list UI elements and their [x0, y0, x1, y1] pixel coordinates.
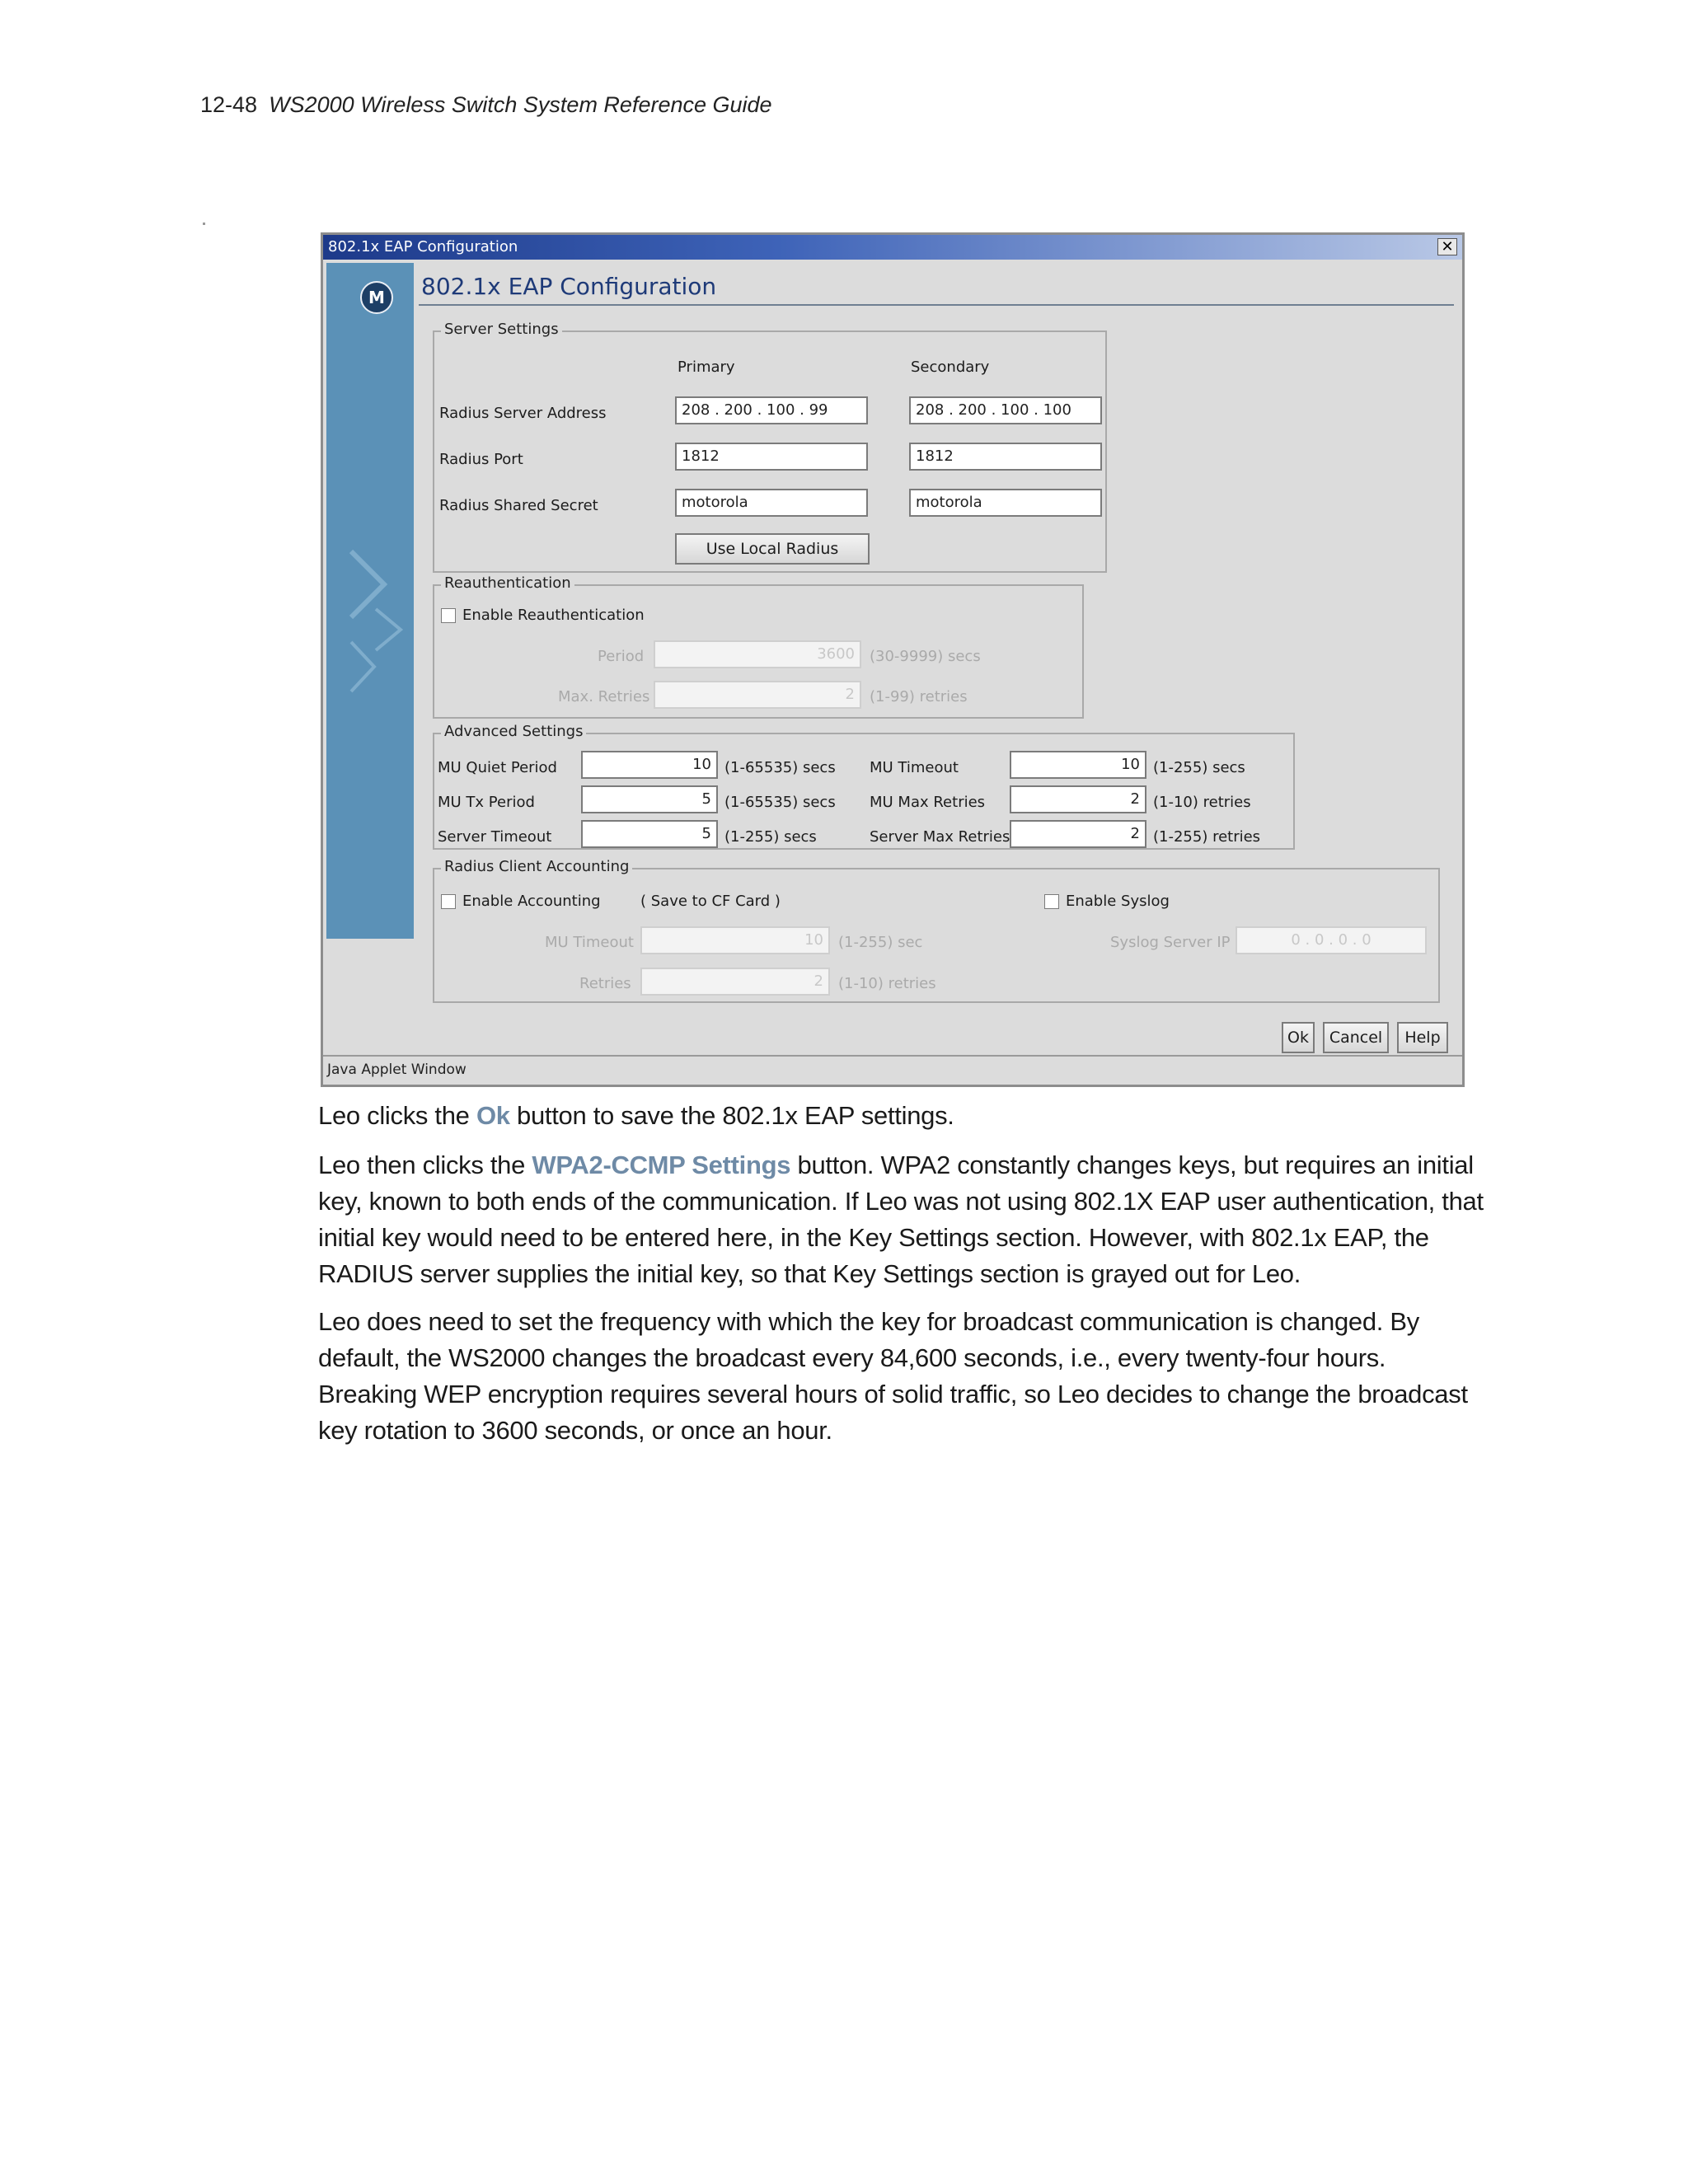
accounting-retries-range: (1-10) retries: [838, 975, 936, 992]
paragraph-1-keyword: Ok: [476, 1101, 510, 1130]
enable-reauthentication-checkbox[interactable]: [441, 608, 456, 623]
title-divider: [419, 304, 1454, 306]
paragraph-3-text: Leo does need to set the frequency with which the key for broadcast communication is changed. By default, the WS2000 changes the broadcast every 84,600 seconds, i.e., every twenty-four hours. Breaking WEP encryption requires several hours of solid traffic, so Leo decides to change the broadcast key rotation to 3600 seconds, or once an hour.: [318, 1307, 1468, 1445]
side-banner: [326, 263, 414, 939]
paragraph-1-pre: Leo clicks the: [318, 1101, 476, 1130]
close-icon[interactable]: ✕: [1437, 238, 1457, 255]
mu-timeout-label: MU Timeout: [870, 759, 959, 776]
window-titlebar: [323, 235, 1462, 260]
mu-tx-period-label: MU Tx Period: [438, 794, 535, 811]
radius-secret-label: Radius Shared Secret: [439, 497, 598, 514]
reauthentication-group: [433, 574, 1084, 719]
max-retries-field[interactable]: 2: [654, 681, 861, 709]
mu-quiet-period-label: MU Quiet Period: [438, 759, 557, 776]
syslog-server-ip-label: Syslog Server IP: [1110, 934, 1231, 951]
server-timeout-range: (1-255) secs: [724, 828, 817, 846]
mu-timeout-field[interactable]: 10: [1010, 751, 1146, 779]
server-max-retries-field[interactable]: 2: [1010, 820, 1146, 848]
mu-tx-period-field[interactable]: 5: [581, 785, 718, 813]
accounting-retries-field[interactable]: 2: [640, 968, 830, 996]
window-title: 802.1x EAP Configuration: [328, 238, 518, 255]
mu-timeout-range: (1-255) secs: [1153, 759, 1245, 776]
primary-radius-port-field[interactable]: 1812: [675, 443, 868, 471]
server-settings-label: Server Settings: [441, 321, 562, 338]
accounting-retries-label: Retries: [579, 975, 631, 992]
motorola-logo-icon: M: [360, 281, 393, 314]
server-max-retries-range: (1-255) retries: [1153, 828, 1261, 846]
primary-radius-address-field[interactable]: 208 . 200 . 100 . 99: [675, 396, 868, 424]
server-timeout-field[interactable]: 5: [581, 820, 718, 848]
paragraph-2-pre: Leo then clicks the: [318, 1151, 532, 1179]
secondary-radius-secret-field[interactable]: motorola: [909, 489, 1102, 517]
paragraph-2-keyword: WPA2-CCMP Settings: [532, 1151, 791, 1179]
eap-config-window: [321, 232, 1465, 1087]
page-number: 12-48: [200, 92, 258, 117]
enable-accounting-label: Enable Accounting: [462, 893, 601, 910]
enable-syslog-label: Enable Syslog: [1066, 893, 1170, 910]
paragraph-2: [318, 1147, 1489, 1292]
mu-quiet-period-range: (1-65535) secs: [724, 759, 836, 776]
accounting-mu-timeout-field[interactable]: 10: [640, 926, 830, 954]
radius-accounting-label: Radius Client Accounting: [441, 858, 632, 875]
syslog-server-ip-field[interactable]: 0 . 0 . 0 . 0: [1236, 926, 1427, 954]
advanced-settings-label: Advanced Settings: [441, 723, 586, 740]
mu-quiet-period-field[interactable]: 10: [581, 751, 718, 779]
period-range: (30-9999) secs: [870, 648, 981, 665]
stray-mark: [203, 223, 205, 225]
secondary-column-header: Secondary: [911, 359, 990, 376]
max-retries-range: (1-99) retries: [870, 688, 968, 705]
primary-radius-secret-field[interactable]: motorola: [675, 489, 868, 517]
max-retries-label: Max. Retries: [558, 688, 650, 705]
mu-tx-period-range: (1-65535) secs: [724, 794, 836, 811]
status-divider: [323, 1055, 1462, 1057]
mu-max-retries-field[interactable]: 2: [1010, 785, 1146, 813]
mu-max-retries-label: MU Max Retries: [870, 794, 986, 811]
cancel-button[interactable]: Cancel: [1323, 1022, 1389, 1053]
chevron-decoration-icon: [335, 535, 414, 700]
secondary-radius-address-field[interactable]: 208 . 200 . 100 . 100: [909, 396, 1102, 424]
paragraph-2-post: button. WPA2 constantly changes keys, but requires an initial key, known to both ends of the communication. If Leo was not using 802.1X EAP user authentication, that initial key would need to be entered here, in the Key Settings section. However, with 802.1x EAP, the RADIUS server supplies the initial key, so that Key Settings section is grayed out for Leo.: [318, 1151, 1484, 1288]
enable-reauthentication-label: Enable Reauthentication: [462, 607, 645, 624]
accounting-mu-timeout-range: (1-255) sec: [838, 934, 923, 951]
use-local-radius-button[interactable]: Use Local Radius: [675, 533, 870, 565]
save-to-cf-note: ( Save to CF Card ): [640, 893, 781, 910]
server-settings-group: [433, 321, 1107, 573]
paragraph-1-post: button to save the 802.1x EAP settings.: [509, 1101, 954, 1130]
applet-status-text: Java Applet Window: [327, 1062, 467, 1078]
mu-max-retries-range: (1-10) retries: [1153, 794, 1251, 811]
advanced-settings-group: [433, 723, 1295, 850]
page-header: [200, 92, 772, 118]
period-label: Period: [598, 648, 645, 665]
help-button[interactable]: Help: [1397, 1022, 1448, 1053]
accounting-mu-timeout-label: MU Timeout: [545, 934, 634, 951]
reauthentication-label: Reauthentication: [441, 574, 574, 592]
server-timeout-label: Server Timeout: [438, 828, 552, 846]
server-max-retries-label: Server Max Retries: [870, 828, 1010, 846]
radius-port-label: Radius Port: [439, 451, 523, 468]
panel-title: 802.1x EAP Configuration: [421, 273, 717, 300]
secondary-radius-port-field[interactable]: 1812: [909, 443, 1102, 471]
enable-accounting-checkbox[interactable]: [441, 894, 456, 909]
guide-title: WS2000 Wireless Switch System Reference Guide: [269, 92, 772, 117]
ok-button[interactable]: Ok: [1282, 1022, 1315, 1053]
primary-column-header: Primary: [678, 359, 735, 376]
paragraph-3: [318, 1304, 1489, 1449]
radius-address-label: Radius Server Address: [439, 405, 607, 422]
paragraph-1: [318, 1098, 1489, 1134]
period-field[interactable]: 3600: [654, 640, 861, 668]
radius-accounting-group: [433, 858, 1440, 1003]
enable-syslog-checkbox[interactable]: [1044, 894, 1059, 909]
